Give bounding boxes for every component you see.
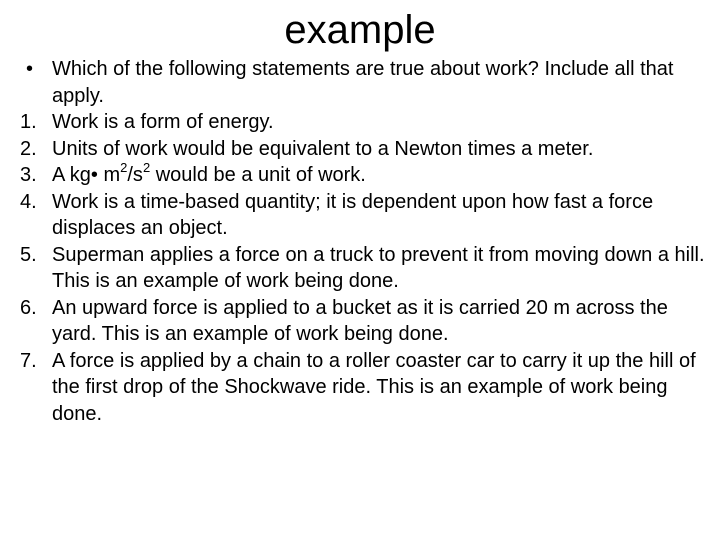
statement-4 — [20, 189, 716, 242]
exponent-2: 2 — [142, 160, 151, 176]
statement-text — [52, 160, 366, 186]
intro-question — [20, 56, 716, 109]
statement-5 — [20, 242, 716, 295]
statement-6 — [20, 295, 716, 348]
statement-text: Work is a time-based quantity; it is dependent upon how fast a force displaces an object. — [52, 190, 654, 239]
question-text: Which of the following statements are true about work? Include all that apply. — [52, 58, 674, 107]
unit-part-c: would be a unit of work. — [150, 164, 366, 186]
item-number: 5. — [20, 243, 37, 266]
item-number: 2. — [20, 137, 37, 160]
item-number: 4. — [20, 190, 37, 213]
item-number: 6. — [20, 296, 37, 319]
statement-text: Units of work would be equivalent to a Newton times a meter. — [52, 137, 594, 160]
slide-title: example — [284, 8, 436, 52]
item-number: 1. — [20, 111, 37, 133]
statement-text: A force is applied by a chain to a roller coaster car to carry it up the hill of the first drop of the Shockwave ride. This is an example of work being done. — [52, 349, 696, 425]
statement-7 — [20, 348, 716, 428]
statement-2 — [20, 136, 716, 163]
statement-text: Work is a form of energy. — [52, 111, 274, 133]
statement-list — [20, 56, 716, 427]
item-number: 3. — [20, 164, 37, 186]
bullet-marker: • — [26, 58, 34, 80]
statement-1 — [20, 109, 716, 136]
unit-part-a: A kg• m — [52, 164, 121, 186]
exponent-1: 2 — [120, 160, 128, 176]
statement-3 — [20, 162, 716, 189]
unit-part-b: /s — [127, 164, 143, 186]
statement-text: An upward force is applied to a bucket as it is carried 20 m across the yard. This is an example of work being done. — [52, 296, 668, 345]
item-number: 7. — [20, 349, 37, 372]
statement-text: Superman applies a force on a truck to prevent it from moving down a hill. This is an example of work being done. — [52, 243, 705, 292]
